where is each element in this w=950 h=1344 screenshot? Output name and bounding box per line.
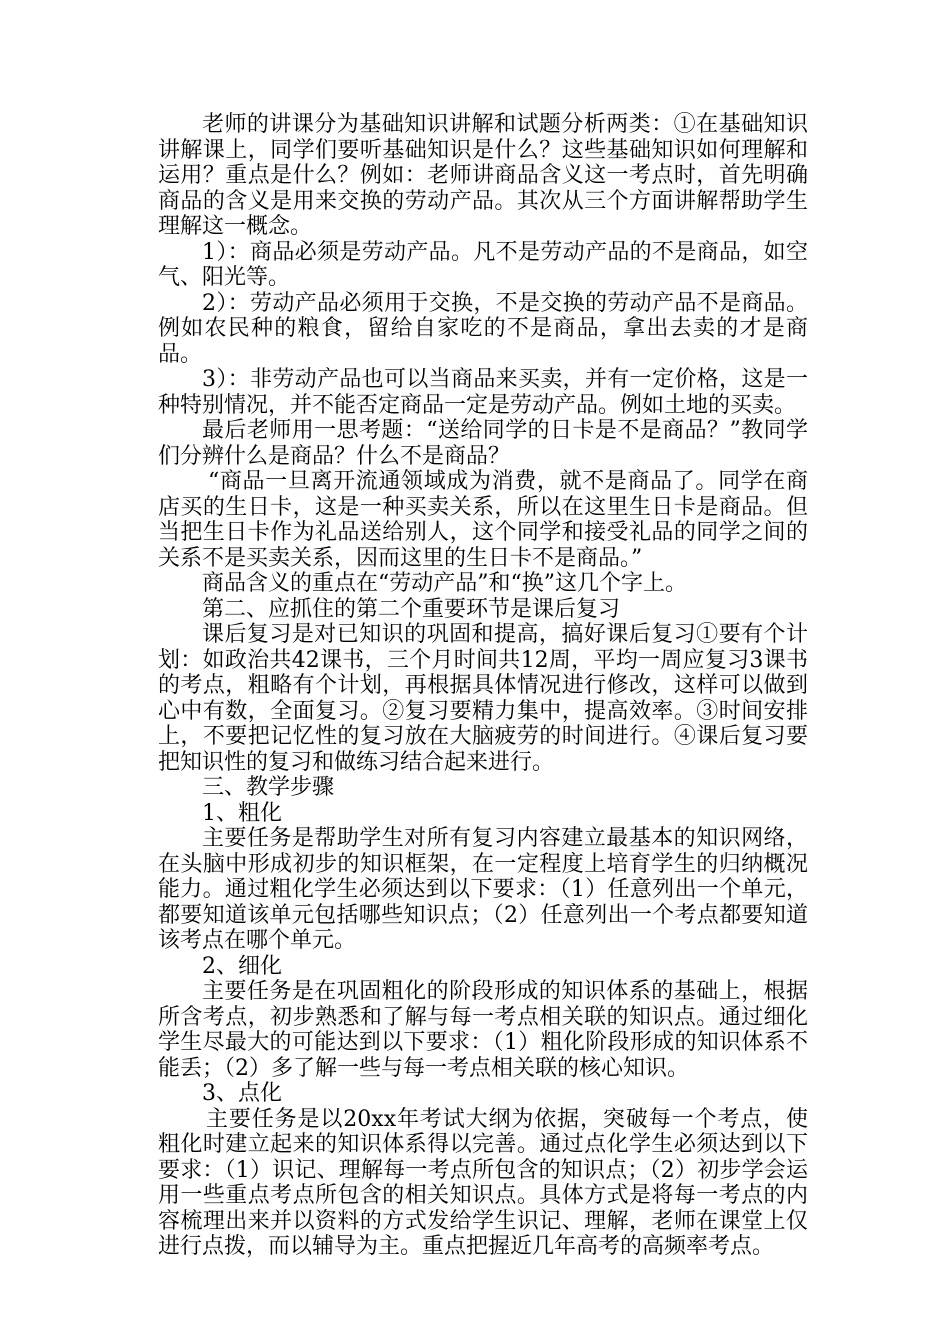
paragraph-lecture-types: 老师的讲课分为基础知识讲解和试题分析两类：①在基础知识讲解课上，同学们要听基础知识是什么？这些基础知识如何理解和运用？重点是什么？例如：老师讲商品含义这一考点时，首先明确商品的含义是用来交换的劳动产品。其次从三个方面讲解帮助学生理解这一概念。 [158,112,808,239]
paragraph-refine: 主要任务是在巩固粗化的阶段形成的知识体系的基础上，根据所含考点，初步熟悉和了解与每一考点相关联的知识点。通过细化学生尽最大的可能达到以下要求：（1）粗化阶段形成的知识体系不能丢；（2）多了解一些与每一考点相关联的核心知识。 [158,979,808,1081]
paragraph-pinpoint: 主要任务是以20xx年考试大纲为依据，突破每一个考点，使粗化时建立起来的知识体系得以完善。通过点化学生必须达到以下要求：（1）识记、理解每一考点所包含的知识点；（2）初步学会运用一些重点考点所包含的相关知识点。具体方式是将每一考点的内容梳理出来并以资料的方式发给学生识记、理解，老师在课堂上仅进行点拨，而以辅导为主。重点把握近几年高考的高频率考点。 [158,1106,808,1259]
paragraph-point-3: 3）：非劳动产品也可以当商品来买卖，并有一定价格，这是一种特别情况，并不能否定商品一定是劳动产品。例如土地的买卖。 [158,367,808,418]
heading-pinpoint: 3、点化 [202,1081,282,1106]
heading-teaching-steps: 三、教学步骤 [202,775,335,800]
paragraph-thinking-question: 最后老师用一思考题：“送给同学的日卡是不是商品？”教同学们分辨什么是商品？什么不是商品？ [158,418,808,469]
heading-refine: 2、细化 [202,953,282,979]
paragraph-rough: 主要任务是帮助学生对所有复习内容建立最基本的知识网络，在头脑中形成初步的知识框架，在一定程度上培育学生的归纳概况能力。通过粗化学生必须达到以下要求：（1）任意列出一个单元，都要知道该单元包括哪些知识点；（2）任意列出一个考点都要知道该考点在哪个单元。 [158,826,808,953]
paragraph-review: 课后复习是对已知识的巩固和提高，搞好课后复习①要有个计划：如政治共42课书，三个月时间共12周，平均一周应复习3课书的考点，粗略有个计划，再根据具体情况进行修改，这样可以做到心中有数，全面复习。②复习要精力集中，提高效率。③时间安排上，不要把记忆性的复习放在大脑疲劳的时间进行。④课后复习要把知识性的复习和做练习结合起来进行。 [158,622,808,775]
document-body [158,112,808,1260]
heading-second-step: 第二、应抓住的第二个重要环节是课后复习 [202,596,621,622]
paragraph-key-point: 商品含义的重点在“劳动产品”和“换”这几个字上。 [202,571,687,596]
paragraph-point-1: 1）：商品必须是劳动产品。凡不是劳动产品的不是商品，如空气、阳光等。 [158,239,808,290]
paragraph-point-2: 2）：劳动产品必须用于交换，不是交换的劳动产品不是商品。例如农民种的粮食，留给自家吃的不是商品，拿出去卖的才是商品。 [158,290,808,367]
heading-rough: 1、粗化 [202,800,282,826]
paragraph-quote-answer: “商品一旦离开流通领域成为消费，就不是商品了。同学在商店买的生日卡，这是一种买卖关系，所以在这里生日卡是商品。但当把生日卡作为礼品送给别人，这个同学和接受礼品的同学之间的关系不是买卖关系，因而这里的生日卡不是商品。” [158,469,808,571]
